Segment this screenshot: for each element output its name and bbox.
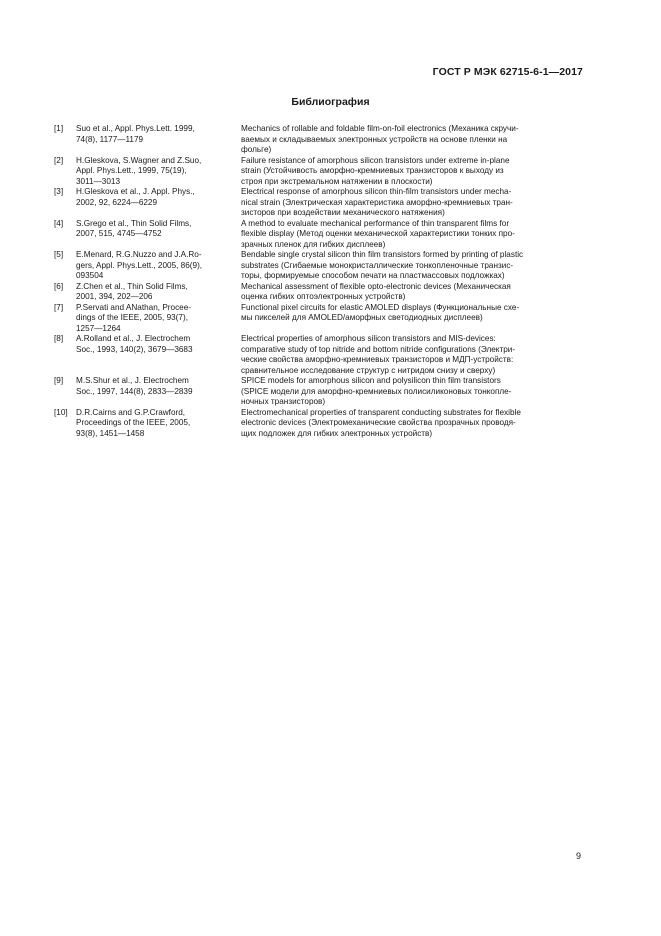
reference-number: [4] [54,218,64,228]
reference-description: Functional pixel circuits for elastic AMOLED displays (Функциональные схе- мы пикселей для AMOLED/аморфных светодиодных дисплеев) [241,302,520,322]
reference-source: M.S.Shur et al., J. Electrochem Soc., 1997, 144(8), 2833—2839 [76,376,193,396]
reference-item [54,282,585,303]
reference-source: Z.Chen et al., Thin Solid Films, 2001, 394, 202—206 [76,281,188,301]
reference-source: E.Menard, R.G.Nuzzo and J.A.Ro- gers, Appl. Phys.Lett., 2005, 86(9), 093504 [76,250,203,280]
reference-item [54,376,585,408]
reference-source: D.R.Cairns and G.P.Crawford, Proceedings of the IEEE, 2005, 93(8), 1451—1458 [76,407,191,438]
document-code-header: ГОСТ Р МЭК 62715-6-1—2017 [432,66,583,78]
reference-number: [6] [54,281,64,291]
reference-number: [10] [54,407,68,417]
reference-source: H.Gleskova et al., J. Appl. Phys., 2002, 92, 6224—6229 [76,187,195,207]
reference-item [54,250,585,282]
reference-item [54,303,585,335]
bibliography-list [54,124,585,439]
reference-description: Electrical response of amorphous silicon thin-film transistors under mecha- nical strain (Электрическая характеристика аморфно-кремниевых тран- зисторов при воздействии механического натяжения) [241,187,513,217]
reference-number: [5] [54,250,64,259]
reference-description: Electromechanical properties of transparent conducting substrates for flexible electronic devices (Электромеханические свойства прозрачных проводя- щих подложек для гибких электронных устройств) [241,407,521,438]
reference-number: [3] [54,187,64,196]
page-number: 9 [576,851,582,861]
reference-item [54,219,585,251]
reference-source: H.Gleskova, S.Wagner and Z.Suo, Appl. Phys.Lett., 1999, 75(19), 3011—3013 [76,155,202,186]
reference-source: P.Servati and ANathan, Procee- dings of the IEEE, 2005, 93(7), 1257—1264 [76,302,191,333]
reference-description: A method to evaluate mechanical performance of thin transparent films for flexible display (Метод оценки механической характеристики тонких про- зрачных пленок для гибких дисплеев) [241,218,515,249]
reference-number: [1] [54,124,64,133]
reference-description: Mechanics of rollable and foldable film-on-foil electronics (Механика скручи- ваемых и складываемых электронных устройств на основе пленки на фольге) [241,124,519,154]
reference-item [54,408,585,440]
reference-description: Bendable single crystal silicon thin film transistors formed by printing of plastic substrates (Сгибаемые монокристаллические тонкопленочные транзис- торы, формируемые способом печати на пластмассовых подложках) [241,250,524,280]
reference-item [54,156,585,188]
reference-item [54,187,585,219]
page-title: Библиография [291,96,370,108]
reference-number: [9] [54,376,64,385]
reference-description: Failure resistance of amorphous silicon transistors under extreme in-plane strain (Устойчивость аморфно-кремниевых транзисторов к выходу из строя при экстремальном натяжении в плоскости) [241,155,510,186]
reference-description: Mechanical assessment of flexible opto-electronic devices (Механическая оценка гибких оптоэлектронных устройств) [241,281,511,301]
reference-source: Suo et al., Appl. Phys.Lett. 1999, 74(8), 1177—1179 [76,124,195,144]
reference-source: S.Grego et al., Thin Solid Films, 2007, 515, 4745—4752 [76,218,192,238]
reference-description: SPICE models for amorphous silicon and polysilicon thin film transistors (SPICE модели для аморфно-кремниевых полисиликоновых тонкопле- ночных транзисторов) [241,376,512,406]
reference-description: Electrical properties of amorphous silicon transistors and MIS-devices: comparative study of top nitride and bottom nitride configurations (Электри- ческие свойства аморфно-кремниевых транзисторов и МДП-устройств: сравнительное исследование структур с нитридом снизу и сверху) [241,334,516,375]
reference-number: [8] [54,334,64,343]
reference-item [54,334,585,376]
reference-number: [2] [54,155,64,165]
reference-number: [7] [54,302,64,312]
reference-source: A.Rolland et al., J. Electrochem Soc., 1993, 140(2), 3679—3683 [76,334,193,354]
reference-item [54,124,585,156]
